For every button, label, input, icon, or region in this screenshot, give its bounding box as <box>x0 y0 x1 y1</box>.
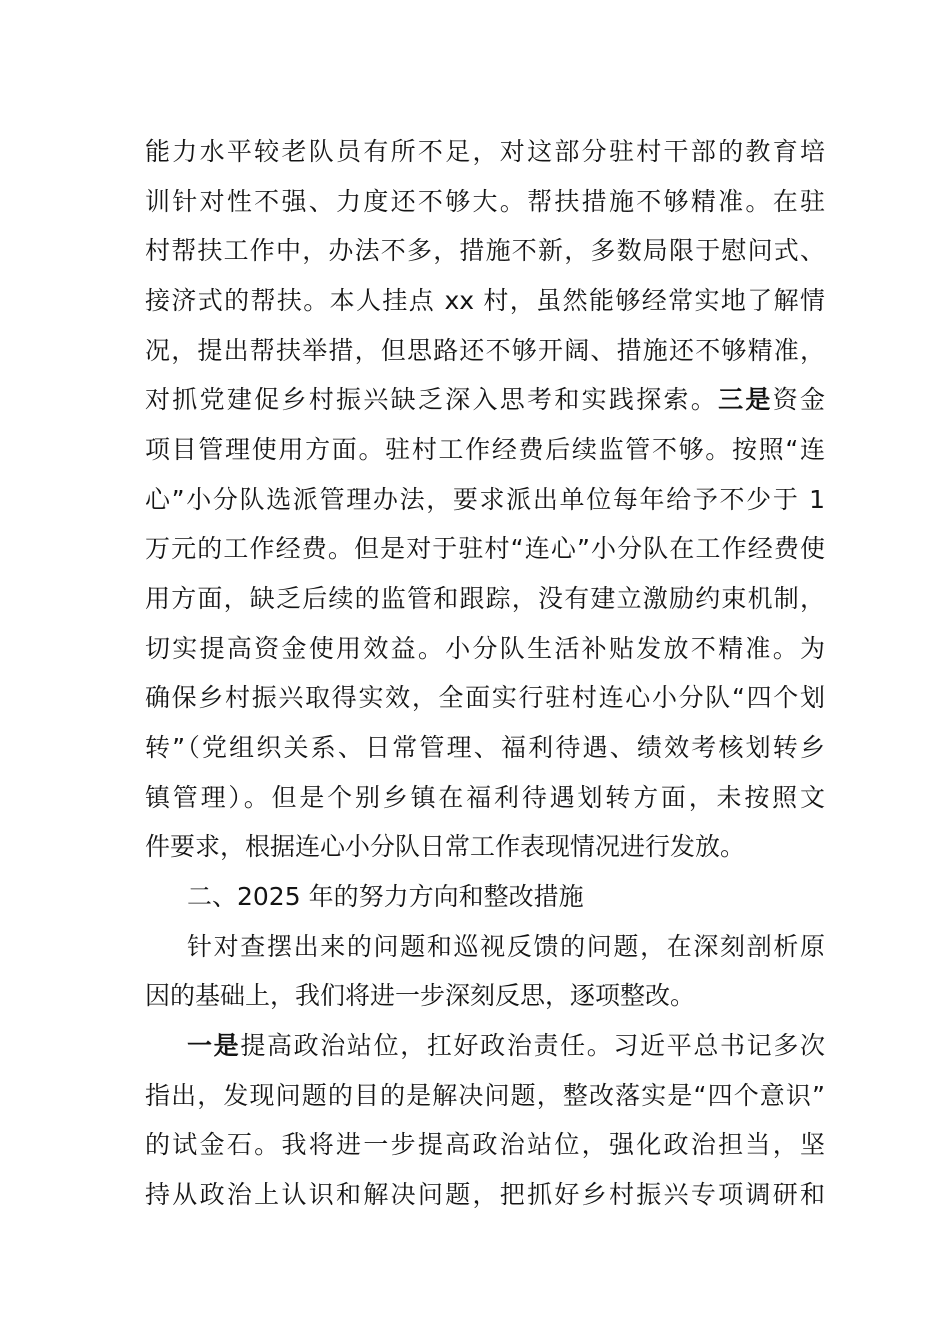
paragraph-line: 切实提高资金使用效益。小分队生活补贴发放不精准。为 <box>145 634 825 663</box>
paragraph-line: 况，提出帮扶举措，但思路还不够开阔、措施还不够精准， <box>145 336 825 365</box>
paragraph-line: 训针对性不强、力度还不够大。帮扶措施不够精准。在驻 <box>145 187 825 216</box>
paragraph-text: 资金 <box>772 385 825 414</box>
paragraph-line-with-bold <box>145 375 825 425</box>
section-heading: 二、2025 年的努力方向和整改措施 <box>187 882 584 911</box>
paragraph-line: 村帮扶工作中，办法不多，措施不新，多数局限于慰问式、 <box>145 236 825 265</box>
paragraph-line: 确保乡村振兴取得实效，全面实行驻村连心小分队“四个划 <box>145 683 825 712</box>
paragraph-line: 因的基础上，我们将进一步深刻反思，逐项整改。 <box>145 981 696 1010</box>
paragraph-line: 项目管理使用方面。驻村工作经费后续监管不够。按照“连 <box>145 435 825 464</box>
paragraph-line: 转”（党组织关系、日常管理、福利待遇、绩效考核划转乡 <box>145 733 825 762</box>
paragraph-line: 接济式的帮扶。本人挂点 xx 村，虽然能够经常实地了解情 <box>145 286 825 315</box>
paragraph-text: 对抓党建促乡村振兴缺乏深入思考和实践探索。 <box>145 385 719 414</box>
bold-lead-in: 一是 <box>187 1031 241 1060</box>
bold-lead-in: 三是 <box>718 385 773 414</box>
paragraph-line: 件要求，根据连心小分队日常工作表现情况进行发放。 <box>145 832 746 861</box>
paragraph-line: 镇管理）。但是个别乡镇在福利待遇划转方面，未按照文 <box>145 783 825 812</box>
paragraph-line: 针对查摆出来的问题和巡视反馈的问题，在深刻剖析原 <box>187 932 825 961</box>
paragraph-line: 万元的工作经费。但是对于驻村“连心”小分队在工作经费使 <box>145 534 825 563</box>
paragraph-line: 指出，发现问题的目的是解决问题，整改落实是“四个意识” <box>145 1081 825 1110</box>
paragraph-line-with-bold <box>187 1021 825 1071</box>
paragraph-line: 持从政治上认识和解决问题，把抓好乡村振兴专项调研和 <box>145 1180 825 1209</box>
paragraph-line: 用方面，缺乏后续的监管和跟踪，没有建立激励约束机制， <box>145 584 825 613</box>
paragraph-line: 的试金石。我将进一步提高政治站位，强化政治担当，坚 <box>145 1130 825 1159</box>
paragraph-text: 提高政治站位，扛好政治责任。习近平总书记多次 <box>240 1031 825 1060</box>
paragraph-line: 能力水平较老队员有所不足，对这部分驻村干部的教育培 <box>145 137 825 166</box>
paragraph-line: 心”小分队选派管理办法，要求派出单位每年给予不少于 1 <box>145 485 825 514</box>
